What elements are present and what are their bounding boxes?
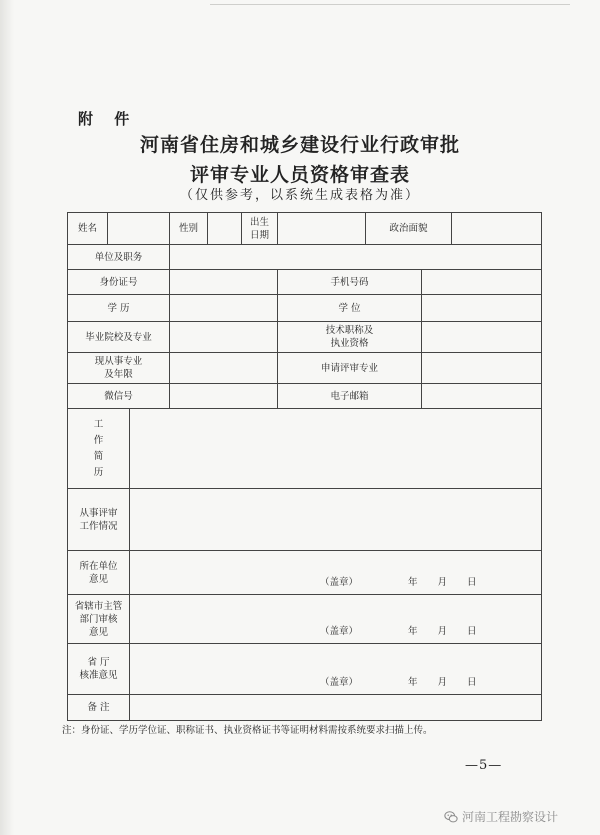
value-remarks[interactable] [130, 695, 542, 721]
label-province-opinion: 省 厅 核准意见 [68, 644, 130, 695]
seal-date-line: （盖章） 年 月 日 [320, 626, 477, 637]
watermark [444, 808, 558, 825]
document-subtitle: （仅供参考，以系统生成表格为准） [179, 188, 420, 203]
label-degree: 学 位 [278, 295, 422, 322]
label-applied-major: 申请评审专业 [278, 353, 422, 384]
label-review-experience: 从事评审 工作情况 [68, 489, 130, 551]
label-remarks: 备 注 [68, 695, 130, 721]
label-unit-position: 单位及职务 [68, 245, 170, 270]
table-row [68, 270, 542, 295]
scan-top-line [210, 4, 570, 5]
table-row [68, 245, 542, 270]
scan-edge-shadow [0, 0, 14, 835]
value-current-major[interactable] [170, 353, 278, 384]
page-number: —5— [465, 758, 503, 773]
footnote: 注：身份证、学历学位证、职称证书、执业资格证书等证明材料需按系统要求扫描上传。 [62, 725, 433, 736]
value-applied-major[interactable] [422, 353, 542, 384]
label-gender: 性别 [170, 213, 208, 245]
value-province-opinion[interactable] [130, 644, 542, 695]
value-email[interactable] [422, 384, 542, 409]
label-unit-opinion: 所在单位 意见 [68, 551, 130, 595]
label-wechat: 微信号 [68, 384, 170, 409]
document-title-line2: 评审专业人员资格审查表 [189, 164, 410, 186]
value-unit-opinion[interactable] [130, 551, 542, 595]
attachment-label: 附 件 [78, 110, 138, 128]
value-id-number[interactable] [170, 270, 278, 295]
table-row [68, 644, 542, 695]
label-tech-title: 技术职称及 执业资格 [278, 322, 422, 353]
label-name: 姓名 [68, 213, 108, 245]
table-row [68, 489, 542, 551]
table-row [68, 551, 542, 595]
label-education: 学 历 [68, 295, 170, 322]
label-political-status: 政治面貌 [366, 213, 452, 245]
value-political-status[interactable] [452, 213, 542, 245]
label-current-major: 现从事专业 及年限 [68, 353, 170, 384]
document-title-line1: 河南省住房和城乡建设行业行政审批 [139, 134, 460, 156]
label-phone: 手机号码 [278, 270, 422, 295]
seal-date-line: （盖章） 年 月 日 [320, 577, 477, 588]
qualification-form-table [67, 212, 542, 721]
value-wechat[interactable] [170, 384, 278, 409]
table-row [68, 322, 542, 353]
table-row [68, 384, 542, 409]
value-gender[interactable] [208, 213, 242, 245]
value-education[interactable] [170, 295, 278, 322]
value-degree[interactable] [422, 295, 542, 322]
table-row [68, 353, 542, 384]
value-city-opinion[interactable] [130, 595, 542, 644]
wechat-icon [444, 810, 458, 824]
label-work-history: 工 作 简 历 [68, 409, 130, 489]
label-city-opinion: 省辖市主管 部门审核 意见 [68, 595, 130, 644]
table-row [68, 695, 542, 721]
label-graduate-school: 毕业院校及专业 [68, 322, 170, 353]
table-row [68, 213, 542, 245]
label-email: 电子邮箱 [278, 384, 422, 409]
value-unit-position[interactable] [170, 245, 542, 270]
value-work-history[interactable] [130, 409, 542, 489]
value-phone[interactable] [422, 270, 542, 295]
label-birth-date: 出生 日期 [242, 213, 278, 245]
seal-date-line: （盖章） 年 月 日 [320, 677, 477, 688]
watermark-text: 河南工程勘察设计 [462, 810, 559, 824]
value-name[interactable] [108, 213, 170, 245]
value-graduate-school[interactable] [170, 322, 278, 353]
value-review-experience[interactable] [130, 489, 542, 551]
value-tech-title[interactable] [422, 322, 542, 353]
table-row [68, 409, 542, 489]
value-birth-date[interactable] [278, 213, 366, 245]
table-row [68, 295, 542, 322]
table-row [68, 595, 542, 644]
label-id-number: 身份证号 [68, 270, 170, 295]
